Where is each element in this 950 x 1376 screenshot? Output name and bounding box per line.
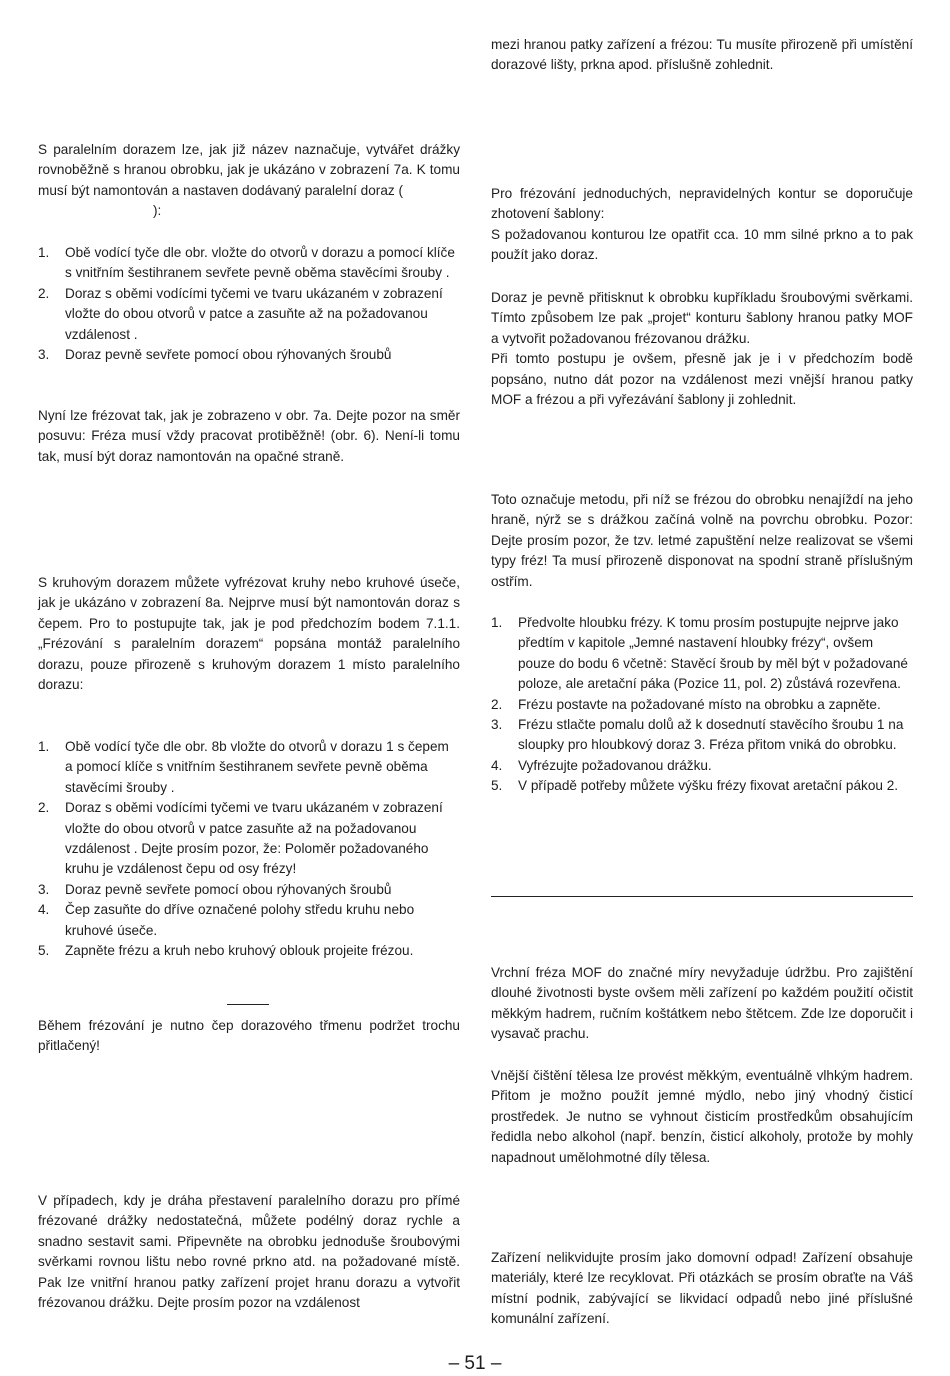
parallel-stop-section bbox=[38, 140, 460, 222]
paragraph: S požadovanou konturou lze opatřit cca. 10 mm silné prkno a to pak použít jako doraz. bbox=[491, 226, 913, 263]
maintenance-paragraph: Vrchní fréza MOF do značné míry nevyžaduje údržbu. Pro zajištění dlouhé životnosti byste ovšem měli zařízení po každém použití očistit měkkým hadrem, ručním koštátkem nebo štětcem. Zde lze doporučit i vysavač prachu. bbox=[491, 965, 913, 1042]
template-procedure bbox=[491, 288, 913, 410]
paragraph-end: ): bbox=[153, 203, 162, 219]
paragraph: Při tomto postupu je ovšem, přesně jak je i v předchozím bodě popsáno, nutno dát pozor na vzdálenost mezi vnější hranou patky MOF a frézou a při vyřezávání šablony ji zohlednit. bbox=[491, 351, 913, 408]
paragraph: Během frézování je nutno čep dorazového třmenu podržet trochu přitlačený! bbox=[38, 1018, 460, 1054]
divider bbox=[227, 1004, 269, 1005]
list-item: 4. Vyfrézujte požadovanou drážku. bbox=[491, 757, 712, 773]
plunge-cut-intro: Toto označuje metodu, při níž se frézou do obrobku nenajíždí na jeho hraně, nýrž se s drážkou začíná volně na povrchu obrobku. Pozor: Dejte prosím pozor, že tzv. letmé zapuštění nelze realizovat se všemi typy fréz! Ta musí přirozeně disponovat na spodní straně příslušným ostřím. bbox=[491, 492, 913, 589]
cleaning-paragraph: Vnější čištění tělesa lze provést měkkým, eventuálně vlhkým hadrem. Přitom je možno použít jemné mýdlo, nebo jiný vhodný čisticí prostředek. Je nutno se vyhnout čisticím prostředkům obsahujícím ředidla nebo alkohol (např. benzín, čisticí alkoholy, protože by mohly napadnout umělohmotné díly tělesa. bbox=[491, 1068, 913, 1165]
paragraph: S paralelním dorazem lze, jak již název naznačuje, vytvářet drážky rovnoběžně s hranou obrobku, jak je ukázáno v zobrazení 7a. K tomu musí být namontován a nastaven dodávaný paralelní doraz ( bbox=[38, 142, 460, 198]
paragraph: Doraz je pevně přitisknut k obrobku kupříkladu šroubovými svěrkami. Tímto způsobem lze pak „projet“ konturu šablony hranou patky MOF a vytvořit požadovanou frézovanou drážku. bbox=[491, 290, 913, 346]
plunge-cut-steps bbox=[491, 613, 913, 797]
paragraph: Pro frézování jednoduchých, nepravidelných kontur se doporučuje zhotovení šablony: bbox=[491, 186, 913, 222]
section-divider bbox=[491, 896, 913, 897]
list-item: 2. Doraz s oběmi vodícími tyčemi ve tvaru ukázaném v zobrazení vložte do obou otvorů v patce a zasuňte až na požadovanou vzdálenost . bbox=[38, 285, 443, 342]
parallel-stop-steps bbox=[38, 243, 460, 365]
list-item: 5. Zapněte frézu a kruh nebo kruhový oblouk projeite frézou. bbox=[38, 943, 414, 959]
paragraph: mezi hranou patky zařízení a frézou: Tu musíte přirozeně při umístění dorazové lišty, prkna apod. příslušně zohlednit. bbox=[491, 37, 913, 73]
list-item: 1. Obě vodící tyče dle obr. vložte do otvorů v dorazu a pomocí klíče s vnitřním šestihranem sevřete pevně oběma stavěcími šrouby . bbox=[38, 245, 455, 281]
list-item: 5. V případě potřeby můžete výšku frézy fixovat aretační pákou 2. bbox=[491, 778, 899, 794]
list-item: 4. Čep zasuňte do dříve označené polohy středu kruhu nebo kruhové úseče. bbox=[38, 902, 415, 938]
disposal-paragraph: Zařízení nelikvidujte prosím jako domovní odpad! Zařízení obsahuje materiály, které lze recyklovat. Při otázkách se prosím obraťte na Váš místní podnik, zabývající se likvidací odpadů nebo jiné příslušné komunální zařízení. bbox=[491, 1250, 913, 1327]
page-number: – 51 – bbox=[448, 1353, 502, 1374]
paragraph: Nyní lze frézovat tak, jak je zobrazeno v obr. 7a. Dejte pozor na směr posuvu: Fréza musí vždy pracovat protiběžně! (obr. 6). Není-li tomu tak, musí být doraz namontován na opačné straně. bbox=[38, 408, 460, 464]
list-item: 2. Doraz s oběmi vodícími tyčemi ve tvaru ukázaném v zobrazení vložte do obou otvorů v patce zasuňte až na požadovanou vzdálenost . Dejte prosím pozor, že: Poloměr požadovaného kruhu je vzdálenost čepu od osy frézy! bbox=[38, 800, 443, 877]
list-item: 3. Doraz pevně sevřete pomocí obou rýhovaných šroubů bbox=[38, 881, 392, 897]
list-item: 1. Obě vodící tyče dle obr. 8b vložte do otvorů v dorazu 1 s čepem a pomocí klíče s vnitřním šestihranem sevřete pevně oběma stavěcími šrouby . bbox=[38, 739, 449, 795]
circle-stop-steps bbox=[38, 737, 460, 961]
circle-stop-intro: S kruhovým dorazem můžete vyfrézovat kruhy nebo kruhové úseče, jak je ukázáno v zobrazení 8a. Nejprve musí být namontován doraz s čepem. Pro to postupujte tak, jak je pod předchozím bodem 7.1.1. „Frézování s paralelním dorazem“ popsána montáž paralelního dorazu, pouze přirozeně s kruhovým dorazem 1 místo paralelního dorazu: bbox=[38, 575, 460, 693]
template-section bbox=[491, 184, 913, 266]
long-stop-paragraph: V případech, kdy je dráha přestavení paralelního dorazu pro přímé frézované drážky nedostatečná, můžete podélný doraz rychle a snadno sestavit sami. Připevněte na obrobku jednoduše šroubovými svěrkami rovnou lištu nebo rovné prkno atd. na požadované místě. Pak lze vnitřní hranou patky zařízení projet hranu dorazu a vytvořit frézovanou drážku. Dejte prosím pozor na vzdálenost bbox=[38, 1193, 460, 1311]
list-item: 3. Frézu stlačte pomalu dolů až k dosednutí stavěcího šroubu 1 na sloupky pro hloubkový doraz 3. Fréza přitom vniká do obrobku. bbox=[491, 717, 904, 753]
list-item: 2. Frézu postavte na požadované místo na obrobku a zapněte. bbox=[491, 696, 881, 712]
list-item: 3. Doraz pevně sevřete pomocí obou rýhovaných šroubů bbox=[38, 347, 392, 363]
list-item: 1. Předvolte hloubku frézy. K tomu prosím postupujte nejprve jako předtím v kapitole „Jemné nastavení hloubky frézy“, ovšem pouze do bodu 6 včetně: Stavěcí šroub by měl být v požadované poloze, ale aretační páka (Pozice 11, pol. 2) zůstává rozevřena. bbox=[491, 615, 908, 692]
